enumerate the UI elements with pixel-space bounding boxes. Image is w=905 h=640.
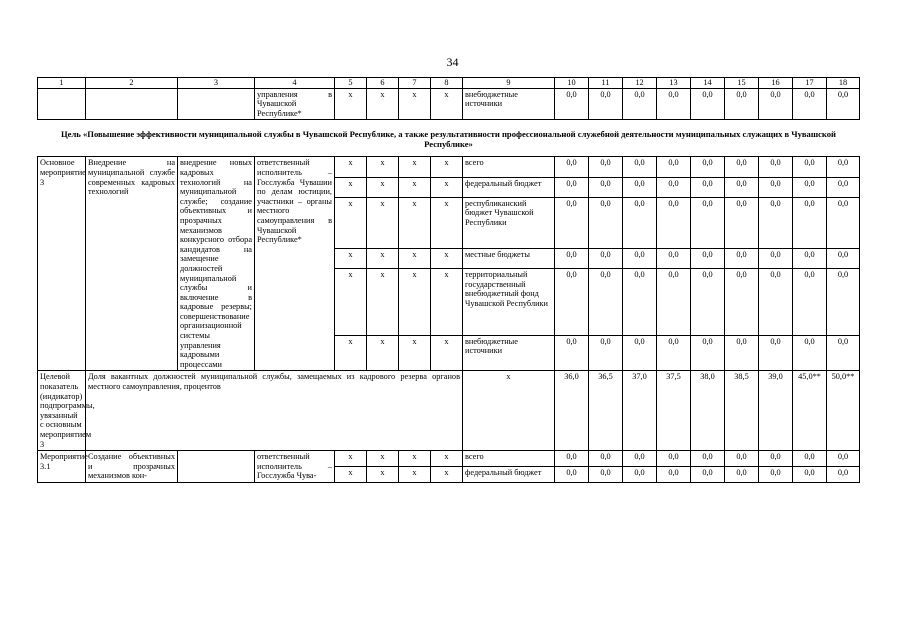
goal-heading: Цель «Повышение эффективности муниципальной службы в Чувашской Республике, а также результативности профессиональной служебной деятельности муниципальных служащих в Чувашской Республике» [38,120,860,157]
amount-cell: 0,0 [589,248,623,268]
x-mark: x [431,88,463,120]
column-number: 12 [623,78,657,89]
x-mark: x [399,157,431,177]
amount-cell: 0,0 [555,451,589,467]
activity-description: Создание объективных и прозрачных механизмов кон- [86,451,178,483]
x-mark: x [335,157,367,177]
funding-source: территориальный государственный внебюджетный фонд Чувашской Республики [463,269,555,336]
activity-description: Внедрение на муниципальной службе современных кадровых технологий [86,157,178,371]
amount-cell: 0,0 [589,451,623,467]
amount-cell: 0,0 [725,451,759,467]
amount-cell: 0,0 [657,248,691,268]
amount-cell: 0,0 [555,88,589,120]
amount-cell: 0,0 [657,177,691,197]
amount-cell: 0,0 [555,197,589,248]
funding-source: внебюджетные источники [463,88,555,120]
x-mark: x [335,248,367,268]
x-mark: x [431,197,463,248]
table-row [38,451,860,467]
amount-cell: 0,0 [759,467,793,483]
table-row [38,157,860,177]
indicator-row [38,371,860,451]
column-number: 6 [367,78,399,89]
amount-cell: 0,0 [725,157,759,177]
activity-name: Мероприятие 3.1 [38,451,86,483]
x-mark: x [431,467,463,483]
amount-cell: 0,0 [725,269,759,336]
amount-cell: 0,0 [793,269,827,336]
amount-cell: 0,0 [691,88,725,120]
x-mark: x [367,467,399,483]
amount-cell: 0,0 [623,88,657,120]
column-number: 17 [793,78,827,89]
amount-cell: 0,0 [759,197,793,248]
column-number: 11 [589,78,623,89]
x-mark: x [399,88,431,120]
amount-cell: 0,0 [589,197,623,248]
amount-cell: 0,0 [555,269,589,336]
x-mark: x [431,269,463,336]
indicator-value: 37,0 [623,371,657,451]
table-row [38,88,860,120]
indicator-value: 38,5 [725,371,759,451]
column-number: 8 [431,78,463,89]
amount-cell: 0,0 [827,157,860,177]
amount-cell: 0,0 [827,177,860,197]
indicator-value: 37,5 [657,371,691,451]
x-mark: x [335,177,367,197]
x-mark: x [367,269,399,336]
amount-cell: 0,0 [623,157,657,177]
x-mark: x [399,335,431,371]
responsible-executor: ответственный исполнитель – Госслужба Чувашии по делам юстиции, участники – органы местного самоуправления в Чувашской Республике* [255,157,335,371]
amount-cell: 0,0 [657,467,691,483]
amount-cell: 0,0 [827,197,860,248]
amount-cell: 0,0 [759,451,793,467]
indicator-value: 36,5 [589,371,623,451]
amount-cell: 0,0 [725,177,759,197]
x-mark: x [367,451,399,467]
x-mark: x [367,88,399,120]
amount-cell: 0,0 [623,248,657,268]
empty-cell [86,88,178,120]
amount-cell: 0,0 [827,88,860,120]
goal-row [38,120,860,157]
funding-source: федеральный бюджет [463,177,555,197]
amount-cell: 0,0 [759,269,793,336]
amount-cell: 0,0 [691,248,725,268]
amount-cell: 0,0 [589,177,623,197]
amount-cell: 0,0 [555,248,589,268]
amount-cell: 0,0 [827,269,860,336]
amount-cell: 0,0 [589,88,623,120]
column-number: 15 [725,78,759,89]
amount-cell: 0,0 [793,467,827,483]
x-mark: x [335,467,367,483]
amount-cell: 0,0 [793,335,827,371]
empty-cell [38,88,86,120]
program-table [37,77,860,483]
amount-cell: 0,0 [623,467,657,483]
amount-cell: 0,0 [623,269,657,336]
column-number-row [38,78,860,89]
x-mark: x [367,157,399,177]
amount-cell: 0,0 [759,88,793,120]
x-mark: x [431,248,463,268]
column-number: 3 [178,78,255,89]
responsible-executor: ответственный исполнитель – Госслужба Чува- [255,451,335,483]
amount-cell: 0,0 [623,177,657,197]
x-mark: x [367,177,399,197]
x-mark: x [431,335,463,371]
x-mark: x [367,335,399,371]
x-mark: x [335,88,367,120]
amount-cell: 0,0 [657,451,691,467]
amount-cell: 0,0 [793,88,827,120]
funding-source: республиканский бюджет Чувашской Республики [463,197,555,248]
x-mark: x [399,248,431,268]
x-mark: x [399,451,431,467]
x-mark: x [399,197,431,248]
amount-cell: 0,0 [555,335,589,371]
column-number: 13 [657,78,691,89]
indicator-value: 38,0 [691,371,725,451]
x-mark: x [399,467,431,483]
x-mark: x [367,248,399,268]
amount-cell: 0,0 [691,269,725,336]
amount-cell: 0,0 [589,335,623,371]
amount-cell: 0,0 [793,248,827,268]
responsible-executor: управления в Чувашской Республике* [255,88,335,120]
x-mark: x [367,197,399,248]
x-mark: x [335,451,367,467]
activity-name: Основное мероприятие 3 [38,157,86,371]
amount-cell: 0,0 [725,335,759,371]
x-mark: x [431,177,463,197]
column-number: 4 [255,78,335,89]
amount-cell: 0,0 [555,157,589,177]
amount-cell: 0,0 [725,248,759,268]
page-number: 34 [446,55,459,69]
column-number: 14 [691,78,725,89]
column-number: 18 [827,78,860,89]
indicator-value: 45,0** [793,371,827,451]
amount-cell: 0,0 [589,157,623,177]
funding-source: федеральный бюджет [463,467,555,483]
amount-cell: 0,0 [827,467,860,483]
x-mark: x [335,335,367,371]
indicator-description: Доля вакантных должностей муниципальной службы, замещаемых из кадрового резерва органов местного самоуправления, процентов [86,371,463,451]
column-number: 2 [86,78,178,89]
amount-cell: 0,0 [589,269,623,336]
amount-cell: 0,0 [691,197,725,248]
funding-source: всего [463,157,555,177]
x-mark: x [431,157,463,177]
amount-cell: 0,0 [725,88,759,120]
amount-cell: 0,0 [657,88,691,120]
indicator-value: 50,0** [827,371,860,451]
x-mark: x [335,269,367,336]
expected-result: внедрение новых кадровых технологий на муниципальной службе; создание объективных и прозрачных механизмов конкурсного отбора кандидатов на замещение должностей муниципальной службы и включение в кадровые резервы; совершенствование организационной системы управления кадровыми процессами [178,157,255,371]
amount-cell: 0,0 [759,157,793,177]
amount-cell: 0,0 [589,467,623,483]
empty-cell [178,88,255,120]
amount-cell: 0,0 [623,197,657,248]
amount-cell: 0,0 [725,467,759,483]
funding-source: всего [463,451,555,467]
amount-cell: 0,0 [555,467,589,483]
amount-cell: 0,0 [759,248,793,268]
amount-cell: 0,0 [691,157,725,177]
column-number: 5 [335,78,367,89]
indicator-label: Целевой показатель (индикатор) подпрограммы, увязанный с основным мероприятием 3 [38,371,86,451]
amount-cell: 0,0 [657,335,691,371]
amount-cell: 0,0 [657,157,691,177]
x-mark: x [399,177,431,197]
amount-cell: 0,0 [759,335,793,371]
column-number: 7 [399,78,431,89]
funding-source: местные бюджеты [463,248,555,268]
amount-cell: 0,0 [759,177,793,197]
amount-cell: 0,0 [793,157,827,177]
amount-cell: 0,0 [827,335,860,371]
amount-cell: 0,0 [827,451,860,467]
amount-cell: 0,0 [623,451,657,467]
x-mark: x [335,197,367,248]
amount-cell: 0,0 [623,335,657,371]
indicator-value: 39,0 [759,371,793,451]
amount-cell: 0,0 [691,177,725,197]
column-number: 1 [38,78,86,89]
x-mark: x [463,371,555,451]
column-number: 9 [463,78,555,89]
amount-cell: 0,0 [725,197,759,248]
indicator-value: 36,0 [555,371,589,451]
amount-cell: 0,0 [657,197,691,248]
amount-cell: 0,0 [793,197,827,248]
x-mark: x [399,269,431,336]
column-number: 10 [555,78,589,89]
amount-cell: 0,0 [827,248,860,268]
empty-cell [178,451,255,483]
amount-cell: 0,0 [691,335,725,371]
amount-cell: 0,0 [793,177,827,197]
column-number: 16 [759,78,793,89]
x-mark: x [431,451,463,467]
amount-cell: 0,0 [691,451,725,467]
amount-cell: 0,0 [691,467,725,483]
amount-cell: 0,0 [555,177,589,197]
funding-source: внебюджетные источники [463,335,555,371]
amount-cell: 0,0 [657,269,691,336]
amount-cell: 0,0 [793,451,827,467]
